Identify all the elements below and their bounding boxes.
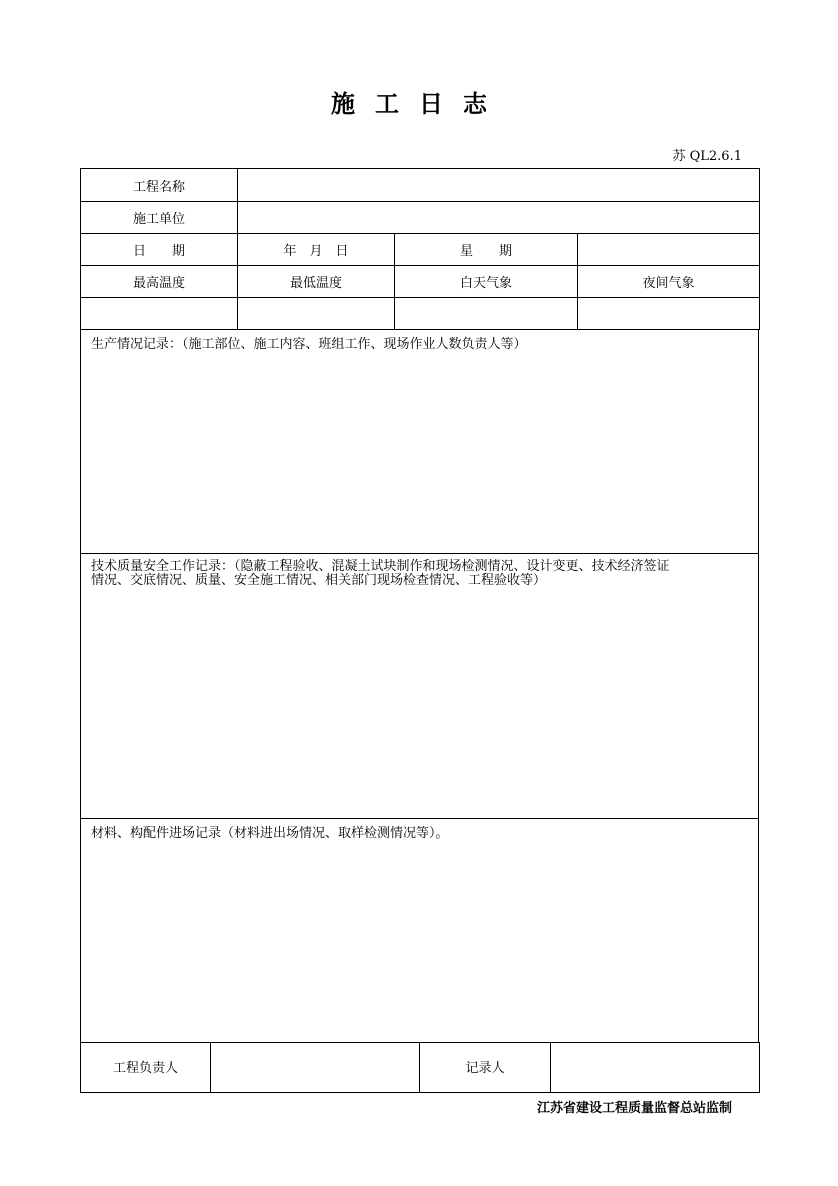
production-record-label: 生产情况记录：（施工部位、施工内容、班组工作、现场作业人数负责人等） bbox=[91, 337, 527, 352]
materials-record-label: 材料、构配件进场记录（材料进出场情况、取样检测情况等）。 bbox=[91, 826, 449, 841]
header-table bbox=[80, 168, 760, 330]
signature-table bbox=[80, 1042, 760, 1093]
date-field[interactable]: 年 月 日 bbox=[238, 234, 395, 266]
weekday-label: 星 期 bbox=[395, 234, 578, 266]
construction-unit-label: 施工单位 bbox=[81, 202, 238, 234]
row-signatures bbox=[81, 1042, 760, 1092]
min-temp-label: 最低温度 bbox=[238, 266, 395, 298]
row-project-name bbox=[81, 169, 760, 202]
max-temp-label: 最高温度 bbox=[81, 266, 238, 298]
min-temp-field[interactable] bbox=[238, 298, 395, 330]
materials-record-section[interactable] bbox=[80, 818, 759, 1043]
row-weather-values bbox=[81, 298, 760, 330]
construction-unit-field[interactable] bbox=[238, 202, 760, 234]
day-weather-field[interactable] bbox=[395, 298, 578, 330]
row-weather-headers bbox=[81, 266, 760, 298]
date-label: 日 期 bbox=[81, 234, 238, 266]
project-manager-label: 工程负责人 bbox=[81, 1042, 211, 1092]
day-weather-label: 白天气象 bbox=[395, 266, 578, 298]
form-code: 苏 QL2.6.1 bbox=[672, 149, 742, 164]
issuer-footer: 江苏省建设工程质量监督总站监制 bbox=[536, 1101, 732, 1116]
recorder-field[interactable] bbox=[551, 1042, 760, 1092]
project-name-field[interactable] bbox=[238, 169, 760, 202]
technical-record-label-line1: 技术质量安全工作记录：（隐蔽工程验收、混凝土试块制作和现场检测情况、设计变更、技术经济签证 bbox=[91, 559, 670, 574]
max-temp-field[interactable] bbox=[81, 298, 238, 330]
technical-record-label-line2: 情况、交底情况、质量、安全施工情况、相关部门现场检查情况、工程验收等） bbox=[91, 573, 547, 588]
project-manager-field[interactable] bbox=[211, 1042, 420, 1092]
recorder-label: 记录人 bbox=[420, 1042, 551, 1092]
weekday-field[interactable] bbox=[578, 234, 760, 266]
row-construction-unit bbox=[81, 202, 760, 234]
project-name-label: 工程名称 bbox=[81, 169, 238, 202]
document-title: 施工日志 bbox=[331, 90, 507, 118]
row-date bbox=[81, 234, 760, 266]
production-record-section[interactable] bbox=[80, 329, 759, 554]
technical-record-section[interactable] bbox=[80, 553, 759, 819]
night-weather-field[interactable] bbox=[578, 298, 760, 330]
night-weather-label: 夜间气象 bbox=[578, 266, 760, 298]
